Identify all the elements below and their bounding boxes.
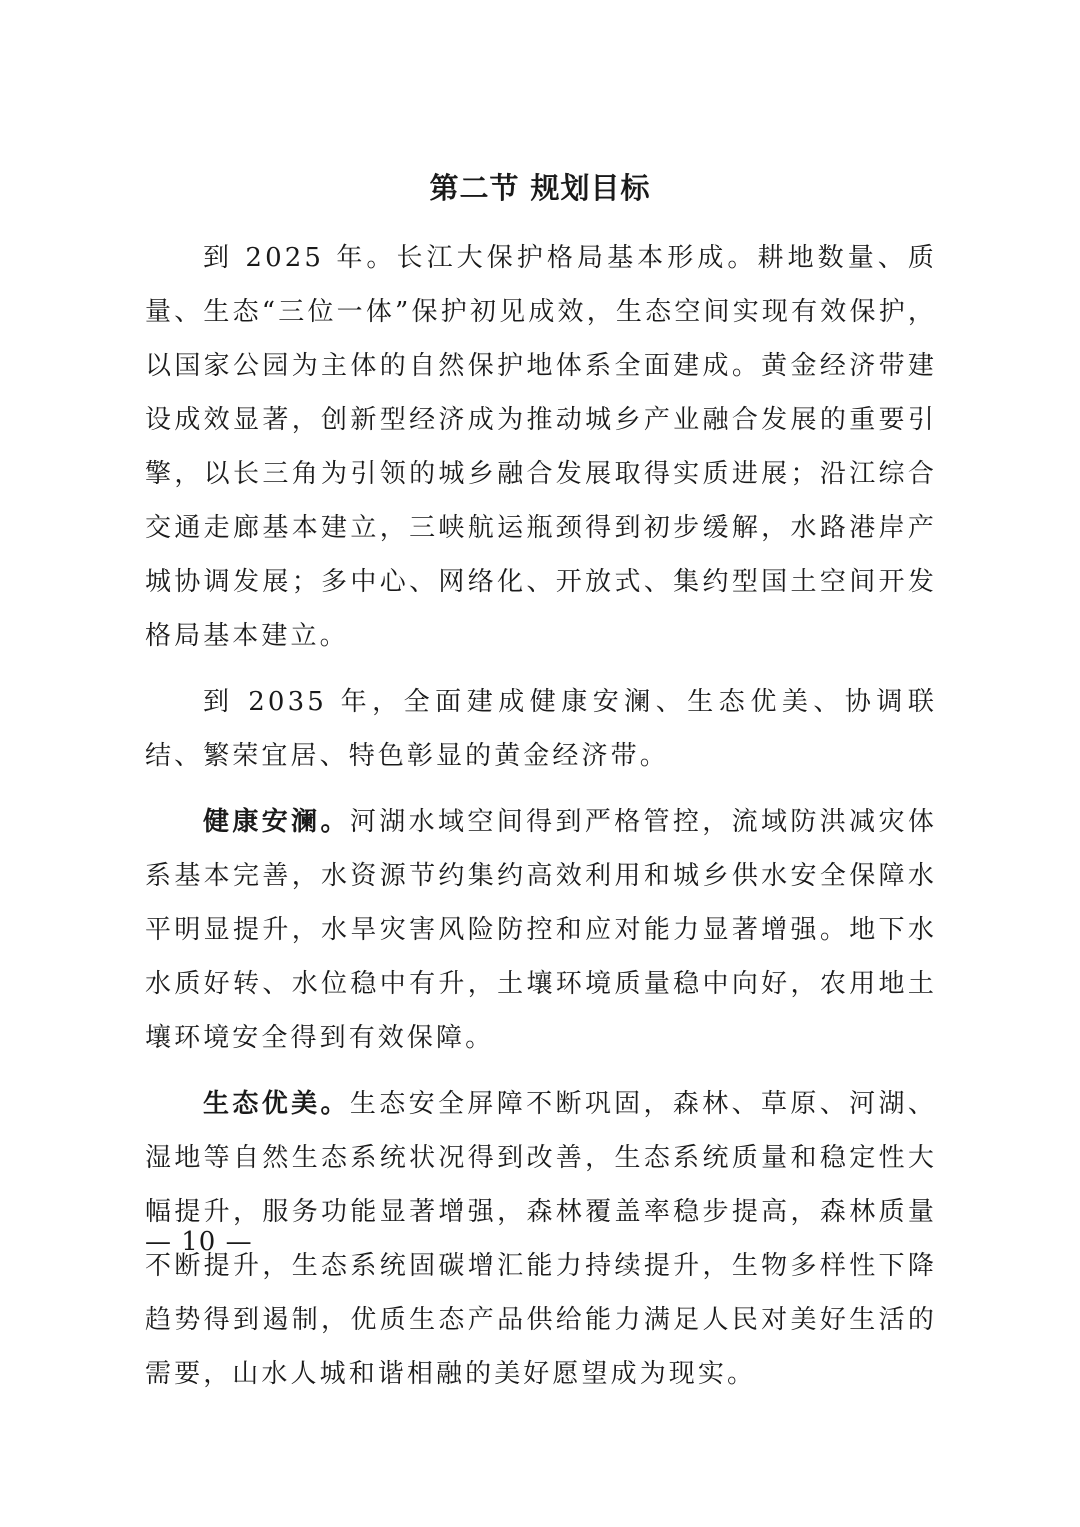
section-title: 第二节 规划目标 — [429, 171, 651, 205]
paragraph-2025-goals — [145, 231, 937, 663]
page-number: — 10 — — [145, 1227, 253, 1257]
paragraph-text: 到 2035 年，全面建成健康安澜、生态优美、协调联结、繁荣宜居、特色彰显的黄金经济带。 — [145, 687, 937, 771]
body-text — [145, 231, 937, 1401]
paragraph-lead: 生态优美。 — [203, 1089, 350, 1119]
paragraph-ecology-beautiful — [145, 1077, 937, 1401]
paragraph-text: 到 2025 年。长江大保护格局基本形成。耕地数量、质量、生态“三位一体”保护初见成效，生态空间实现有效保护，以国家公园为主体的自然保护地体系全面建成。黄金经济带建设成效显著，创新型经济成为推动城乡产业融合发展的重要引擎，以长三角为引领的城乡融合发展取得实质进展；沿江综合交通走廊基本建立，三峡航运瓶颈得到初步缓解，水路港岸产城协调发展；多中心、网络化、开放式、集约型国土空间开发格局基本建立。 — [145, 243, 937, 651]
paragraph-lead: 健康安澜。 — [203, 807, 350, 837]
paragraph-healthy-safe — [145, 795, 937, 1065]
paragraph-text: 河湖水域空间得到严格管控，流域防洪减灾体系基本完善，水资源节约集约高效利用和城乡供水安全保障水平明显提升，水旱灾害风险防控和应对能力显著增强。地下水水质好转、水位稳中有升，土壤环境质量稳中向好，农用地土壤环境安全得到有效保障。 — [145, 807, 937, 1053]
paragraph-2035-goals — [145, 675, 937, 783]
paragraph-text: 生态安全屏障不断巩固，森林、草原、河湖、湿地等自然生态系统状况得到改善，生态系统质量和稳定性大幅提升，服务功能显著增强，森林覆盖率稳步提高，森林质量不断提升，生态系统固碳增汇能力持续提升，生物多样性下降趋势得到遏制，优质生态产品供给能力满足人民对美好生活的需要，山水人城和谐相融的美好愿望成为现实。 — [145, 1089, 937, 1389]
